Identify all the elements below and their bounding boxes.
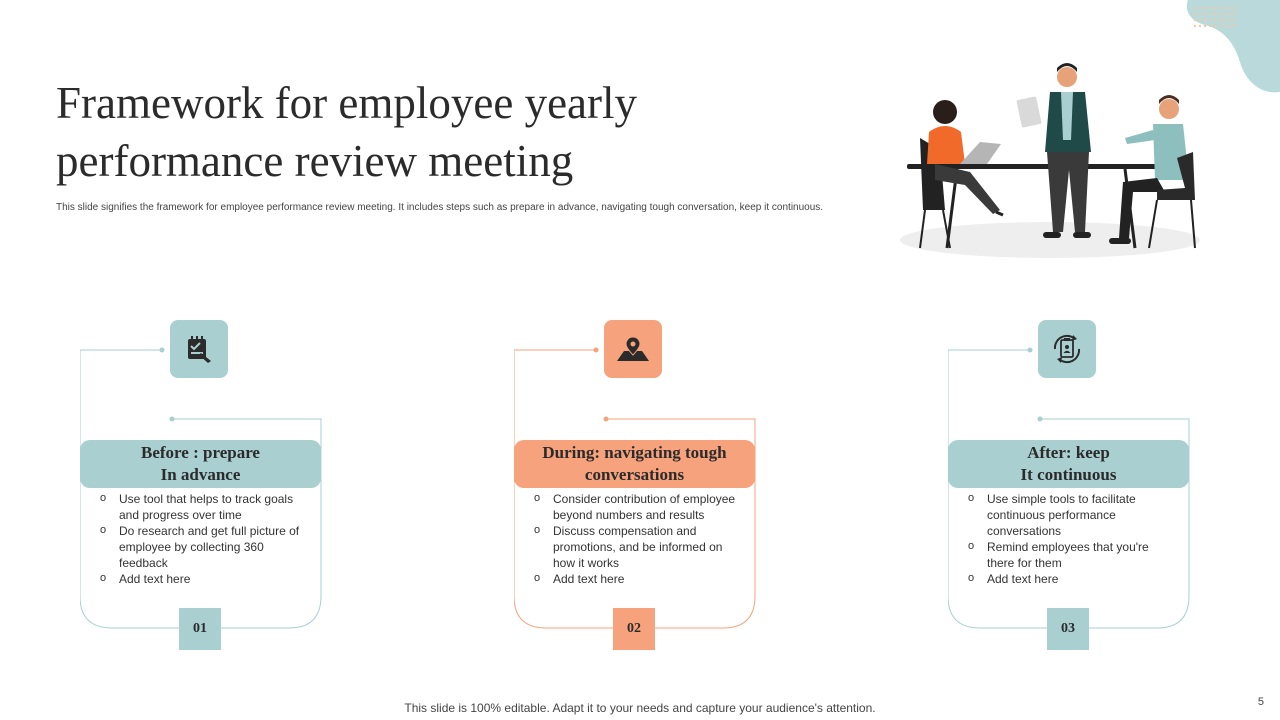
step-number: 03 [1047,608,1089,650]
page-number: 5 [1257,696,1264,708]
bullet-item: o Consider contribution of employee beyond numbers and results [534,491,744,523]
step-bullets [534,491,744,587]
bullet-item: o Add text here [968,571,1178,587]
step-card-before [80,320,330,655]
slide-subtitle: This slide signifies the framework for employee performance review meeting. It includes steps such as prepare in advance, navigating tough conversation, keep it continuous. [56,202,824,213]
cycle-clipboard-icon [1038,320,1096,378]
bullet-item: o Use simple tools to facilitate continuous performance conversations [968,491,1178,539]
bullet-item: o Discuss compensation and promotions, and be informed on how it works [534,523,744,571]
meeting-illustration [895,60,1205,265]
slide-title: Framework for employee yearly performance review meeting [56,78,638,186]
bullet-item: o Use tool that helps to track goals and progress over time [100,491,310,523]
step-bullets [100,491,310,587]
step-heading: After: keep It continuous [948,440,1189,488]
step-number: 02 [613,608,655,650]
step-heading: During: navigating tough conversations [514,440,755,488]
bullet-item: o Do research and get full picture of employee by collecting 360 feedback [100,523,310,571]
bullet-item: o Remind employees that you're there for them [968,539,1178,571]
bullet-item: o Add text here [100,571,310,587]
slide-footer: This slide is 100% editable. Adapt it to your needs and capture your audience's attention. [404,701,876,715]
checklist-calendar-icon [170,320,228,378]
bullet-item: o Add text here [534,571,744,587]
step-card-during [514,320,764,655]
step-heading: Before : prepare In advance [80,440,321,488]
step-card-after [948,320,1198,655]
map-pin-icon [604,320,662,378]
step-number: 01 [179,608,221,650]
step-bullets [968,491,1178,587]
